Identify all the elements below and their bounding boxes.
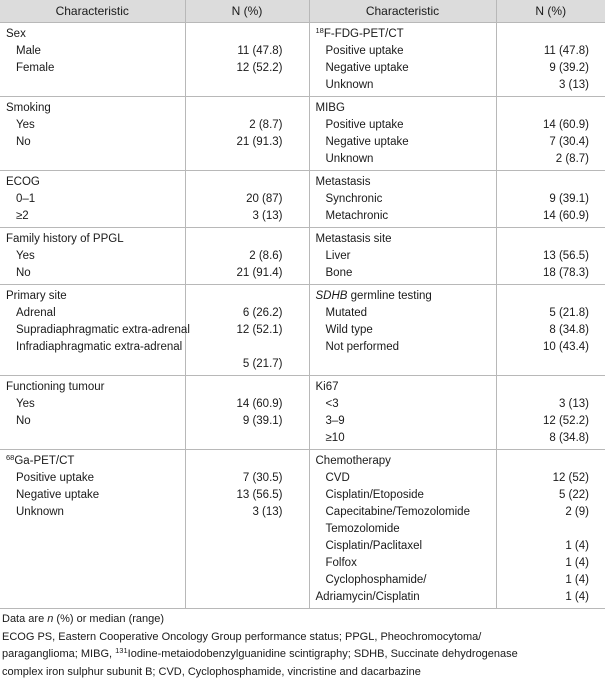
spacer: [497, 379, 605, 396]
left-value-cell: [185, 23, 309, 97]
row-label: 0–1: [0, 191, 185, 208]
row-value: 2 (8.7): [186, 117, 309, 134]
row-label: Liver: [310, 248, 496, 265]
row-label: Negative uptake: [310, 60, 496, 77]
table-row: [0, 285, 605, 376]
right-label-cell: [309, 450, 496, 609]
section-title: [0, 100, 185, 117]
section-title-text: Sex: [6, 28, 26, 40]
row-value: 13 (56.5): [497, 248, 605, 265]
section-title: [310, 453, 496, 470]
isotope-superscript: 18: [316, 26, 324, 35]
section-title: [0, 231, 185, 248]
section-title: [0, 379, 185, 396]
section-title: [310, 26, 496, 43]
cell-body: [497, 97, 605, 170]
section-title: [310, 231, 496, 248]
row-label: <3: [310, 396, 496, 413]
row-label: Yes: [0, 117, 185, 134]
row-label: Cisplatin/Paclitaxel: [310, 538, 496, 555]
row-value: 2 (8.7): [497, 151, 605, 168]
section-title-text: Ga-PET/CT: [14, 455, 74, 467]
right-value-cell: [496, 450, 605, 609]
right-value-cell: [496, 171, 605, 228]
table-row: [0, 450, 605, 609]
row-value: 3 (13): [186, 208, 309, 225]
table-body: [0, 23, 605, 609]
table-row: [0, 376, 605, 450]
row-value: 7 (30.4): [497, 134, 605, 151]
row-value: 3 (13): [186, 504, 309, 521]
row-label: Mutated: [310, 305, 496, 322]
cell-body: [310, 97, 496, 170]
right-value-cell: [496, 228, 605, 285]
row-label: Unknown: [310, 77, 496, 94]
cell-body: [0, 450, 185, 523]
row-label: Supradiaphragmatic extra-adrenal: [0, 322, 185, 339]
cell-body: [497, 285, 605, 358]
row-label: Yes: [0, 396, 185, 413]
row-label: 3–9: [310, 413, 496, 430]
section-title-text: Chemotherapy: [316, 455, 391, 467]
row-value: 11 (47.8): [186, 43, 309, 60]
spacer: [497, 26, 605, 43]
row-value: 21 (91.4): [186, 265, 309, 282]
row-label: Synchronic: [310, 191, 496, 208]
cell-body: [0, 171, 185, 227]
section-title: [0, 453, 185, 470]
row-label: Cisplatin/Etoposide: [310, 487, 496, 504]
row-label: Negative uptake: [0, 487, 185, 504]
spacer: [186, 231, 309, 248]
row-label: Positive uptake: [0, 470, 185, 487]
row-value: 8 (34.8): [497, 430, 605, 447]
row-value: 14 (60.9): [497, 117, 605, 134]
cell-body: [186, 23, 309, 79]
cell-body: [497, 228, 605, 284]
row-value: [186, 339, 309, 356]
spacer: [186, 174, 309, 191]
row-value: 12 (52.2): [497, 413, 605, 430]
table-row: [0, 23, 605, 97]
row-label: Adrenal: [0, 305, 185, 322]
row-value: 2 (8.6): [186, 248, 309, 265]
left-value-cell: [185, 171, 309, 228]
row-value: 6 (26.2): [186, 305, 309, 322]
row-value: 1 (4): [497, 555, 605, 572]
spacer: [497, 100, 605, 117]
right-value-cell: [496, 285, 605, 376]
row-value: 14 (60.9): [186, 396, 309, 413]
table-footnotes: [0, 611, 605, 681]
right-value-cell: [496, 23, 605, 97]
section-title-text: SDHB: [316, 290, 348, 302]
left-label-cell: [0, 228, 185, 285]
row-label: Metachronic: [310, 208, 496, 225]
section-title: [0, 26, 185, 43]
header-n-percent-right: N (%): [496, 0, 605, 23]
row-label: Adriamycin/Cisplatin: [310, 589, 496, 606]
row-label: Folfox: [310, 555, 496, 572]
spacer: [186, 288, 309, 305]
spacer: [186, 26, 309, 43]
cell-body: [186, 97, 309, 153]
table-row: [0, 171, 605, 228]
footnote-abbreviations-1: ECOG PS, Eastern Cooperative Oncology Group performance status; PPGL, Pheochromocytoma/: [2, 629, 605, 647]
cell-body: [310, 376, 496, 449]
spacer: [497, 231, 605, 248]
cell-body: [186, 228, 309, 284]
row-label: Yes: [0, 248, 185, 265]
row-value: 12 (52): [497, 470, 605, 487]
row-label: Negative uptake: [310, 134, 496, 151]
row-label: Cyclophosphamide/: [310, 572, 496, 589]
row-label: ≥10: [310, 430, 496, 447]
row-label: Not performed: [310, 339, 496, 356]
section-title-text: MIBG: [316, 102, 345, 114]
left-value-cell: [185, 285, 309, 376]
row-value: 5 (22): [497, 487, 605, 504]
section-title: [310, 288, 496, 305]
section-title-text: Functioning tumour: [6, 381, 104, 393]
section-title: [0, 288, 185, 305]
row-label: Positive uptake: [310, 43, 496, 60]
row-label: Positive uptake: [310, 117, 496, 134]
section-title: [0, 174, 185, 191]
row-value: 1 (4): [497, 538, 605, 555]
section-title-text: Metastasis site: [316, 233, 392, 245]
row-label: No: [0, 265, 185, 282]
row-value: 21 (91.3): [186, 134, 309, 151]
right-value-cell: [496, 376, 605, 450]
row-value: 9 (39.1): [186, 413, 309, 430]
row-value: 7 (30.5): [186, 470, 309, 487]
footnote-abbreviations-3: complex iron sulphur subunit B; CVD, Cyclophosphamide, vincristine and dacarbazine: [2, 664, 605, 681]
cell-body: [497, 23, 605, 96]
section-title-text: Primary site: [6, 290, 67, 302]
cell-body: [310, 450, 496, 608]
right-label-cell: [309, 376, 496, 450]
spacer: [186, 379, 309, 396]
cell-body: [186, 171, 309, 227]
row-value: 10 (43.4): [497, 339, 605, 356]
row-label: Wild type: [310, 322, 496, 339]
table-row: [0, 228, 605, 285]
row-label: ≥2: [0, 208, 185, 225]
left-value-cell: [185, 228, 309, 285]
isotope-superscript: 68: [6, 453, 14, 462]
row-value: 12 (52.1): [186, 322, 309, 339]
section-title-text: Smoking: [6, 102, 51, 114]
cell-body: [186, 450, 309, 523]
row-label: Capecitabine/Temozolomide: [310, 504, 496, 521]
right-label-cell: [309, 97, 496, 171]
row-label: Female: [0, 60, 185, 77]
cell-body: [497, 450, 605, 608]
section-title-text: Metastasis: [316, 176, 371, 188]
cell-body: [310, 228, 496, 284]
right-label-cell: [309, 285, 496, 376]
left-value-cell: [185, 376, 309, 450]
row-value: 9 (39.2): [497, 60, 605, 77]
spacer: [497, 174, 605, 191]
header-characteristic-right: Characteristic: [309, 0, 496, 23]
row-value: 11 (47.8): [497, 43, 605, 60]
section-title-text: ECOG: [6, 176, 40, 188]
header-characteristic-left: Characteristic: [0, 0, 185, 23]
cell-body: [186, 376, 309, 432]
header-n-percent-left: N (%): [185, 0, 309, 23]
left-label-cell: [0, 97, 185, 171]
spacer: [497, 288, 605, 305]
cell-body: [310, 171, 496, 227]
row-value: 5 (21.7): [186, 356, 309, 373]
section-title-text: Ki67: [316, 381, 339, 393]
footnote-data-format: Data are n (%) or median (range): [2, 611, 605, 629]
cell-body: [186, 285, 309, 375]
row-value: 14 (60.9): [497, 208, 605, 225]
row-value: 1 (4): [497, 572, 605, 589]
right-label-cell: [309, 23, 496, 97]
cell-body: [0, 97, 185, 153]
section-title: [310, 174, 496, 191]
row-label: Unknown: [0, 504, 185, 521]
right-label-cell: [309, 228, 496, 285]
spacer: [186, 100, 309, 117]
row-value: 5 (21.8): [497, 305, 605, 322]
row-label: Infradiaphragmatic extra-adrenal: [0, 339, 185, 356]
row-label: Unknown: [310, 151, 496, 168]
row-label: Male: [0, 43, 185, 60]
row-label: No: [0, 413, 185, 430]
left-value-cell: [185, 97, 309, 171]
row-value: 8 (34.8): [497, 322, 605, 339]
cell-body: [310, 285, 496, 358]
cell-body: [497, 171, 605, 227]
left-label-cell: [0, 285, 185, 376]
left-label-cell: [0, 376, 185, 450]
row-value: 9 (39.1): [497, 191, 605, 208]
row-value: 1 (4): [497, 589, 605, 606]
table-row: [0, 97, 605, 171]
row-value: [497, 521, 605, 538]
section-title-text: F-FDG-PET/CT: [324, 28, 404, 40]
spacer: [186, 453, 309, 470]
row-value: 13 (56.5): [186, 487, 309, 504]
section-title-rest: germline testing: [347, 290, 431, 302]
cell-body: [0, 228, 185, 284]
cell-body: [0, 285, 185, 375]
row-value: 20 (87): [186, 191, 309, 208]
row-value: 3 (13): [497, 396, 605, 413]
table-header-row: [0, 0, 605, 23]
section-title: [310, 379, 496, 396]
right-label-cell: [309, 171, 496, 228]
row-label: [0, 356, 185, 373]
row-label: CVD: [310, 470, 496, 487]
spacer: [497, 453, 605, 470]
section-title-text: Family history of PPGL: [6, 233, 124, 245]
row-label: Bone: [310, 265, 496, 282]
section-title: [310, 100, 496, 117]
left-label-cell: [0, 450, 185, 609]
footnote-abbreviations-2: paraganglioma; MIBG, $^{131}$Iodine-metaiodobenzylguanidine scintigraphy; SDHB, Succinate dehydrogenase: [2, 646, 605, 664]
right-value-cell: [496, 97, 605, 171]
cell-body: [310, 23, 496, 96]
row-label: No: [0, 134, 185, 151]
row-value: 12 (52.2): [186, 60, 309, 77]
row-value: 2 (9): [497, 504, 605, 521]
left-value-cell: [185, 450, 309, 609]
left-label-cell: [0, 171, 185, 228]
cell-body: [497, 376, 605, 449]
row-value: 18 (78.3): [497, 265, 605, 282]
row-label: Temozolomide: [310, 521, 496, 538]
row-value: 3 (13): [497, 77, 605, 94]
cell-body: [0, 376, 185, 432]
cell-body: [0, 23, 185, 79]
left-label-cell: [0, 23, 185, 97]
